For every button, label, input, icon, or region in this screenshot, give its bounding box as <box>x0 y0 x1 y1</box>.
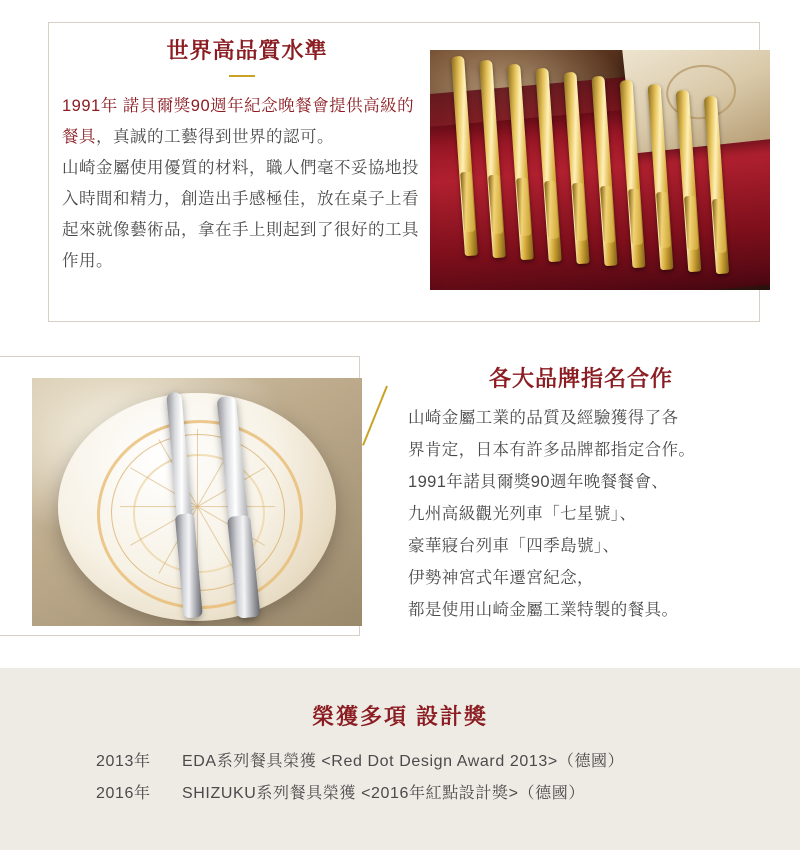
section1-paragraph-highlight: 1991年 諾貝爾獎90週年紀念晚餐會提供高級的餐具 <box>62 97 415 146</box>
gold-cutlery-photo <box>430 50 770 290</box>
section1-paragraph <box>62 91 422 153</box>
section2-line: 山崎金屬工業的品質及經驗獲得了各 <box>408 409 679 427</box>
section2-line: 九州高級觀光列車「七星號」、 <box>408 505 637 523</box>
section1-text-column <box>62 34 422 277</box>
plate-cutlery-photo <box>32 378 362 626</box>
award-row <box>96 746 716 778</box>
section2-line: 伊勢神宮式年遷宮紀念， <box>408 569 594 587</box>
title-divider <box>229 75 255 77</box>
case-lid <box>622 50 770 154</box>
award-year: 2013年 <box>96 753 151 770</box>
awards-title: 榮獲多項 設計獎 <box>311 704 489 729</box>
section1-paragraph-2: 山崎金屬使用優質的材料，職人們毫不妥協地投入時間和精力，創造出手感極佳，放在桌子上看起來就像藝術品，拿在手上則起到了很好的工具作用。 <box>62 159 419 270</box>
section1-paragraph-rest: ，真誠的工藝得到世界的認可。 <box>96 128 334 146</box>
section-world-quality <box>0 0 800 340</box>
section-brand-cooperation <box>0 340 800 660</box>
award-row <box>96 778 716 810</box>
award-text: SHIZUKU系列餐具榮獲 <2016年紅點設計獎>（德國） <box>182 785 585 802</box>
title-slash-divider <box>362 386 388 446</box>
award-text: EDA系列餐具榮獲 <Red Dot Design Award 2013>（德國） <box>182 753 625 770</box>
section2-line: 1991年諾貝爾獎90週年晚餐餐會、 <box>408 473 669 491</box>
section2-line: 都是使用山崎金屬工業特製的餐具。 <box>408 601 679 619</box>
award-year: 2016年 <box>96 785 151 802</box>
section-awards <box>0 668 800 850</box>
section2-body <box>408 402 782 626</box>
awards-list <box>96 746 716 810</box>
section2-line: 豪華寢台列車「四季島號」、 <box>408 537 620 555</box>
section2-line: 界肯定，日本有許多品牌都指定合作。 <box>408 441 696 459</box>
section2-title: 各大品牌指名合作 <box>488 366 673 391</box>
section1-title: 世界高品質水準 <box>166 38 328 63</box>
